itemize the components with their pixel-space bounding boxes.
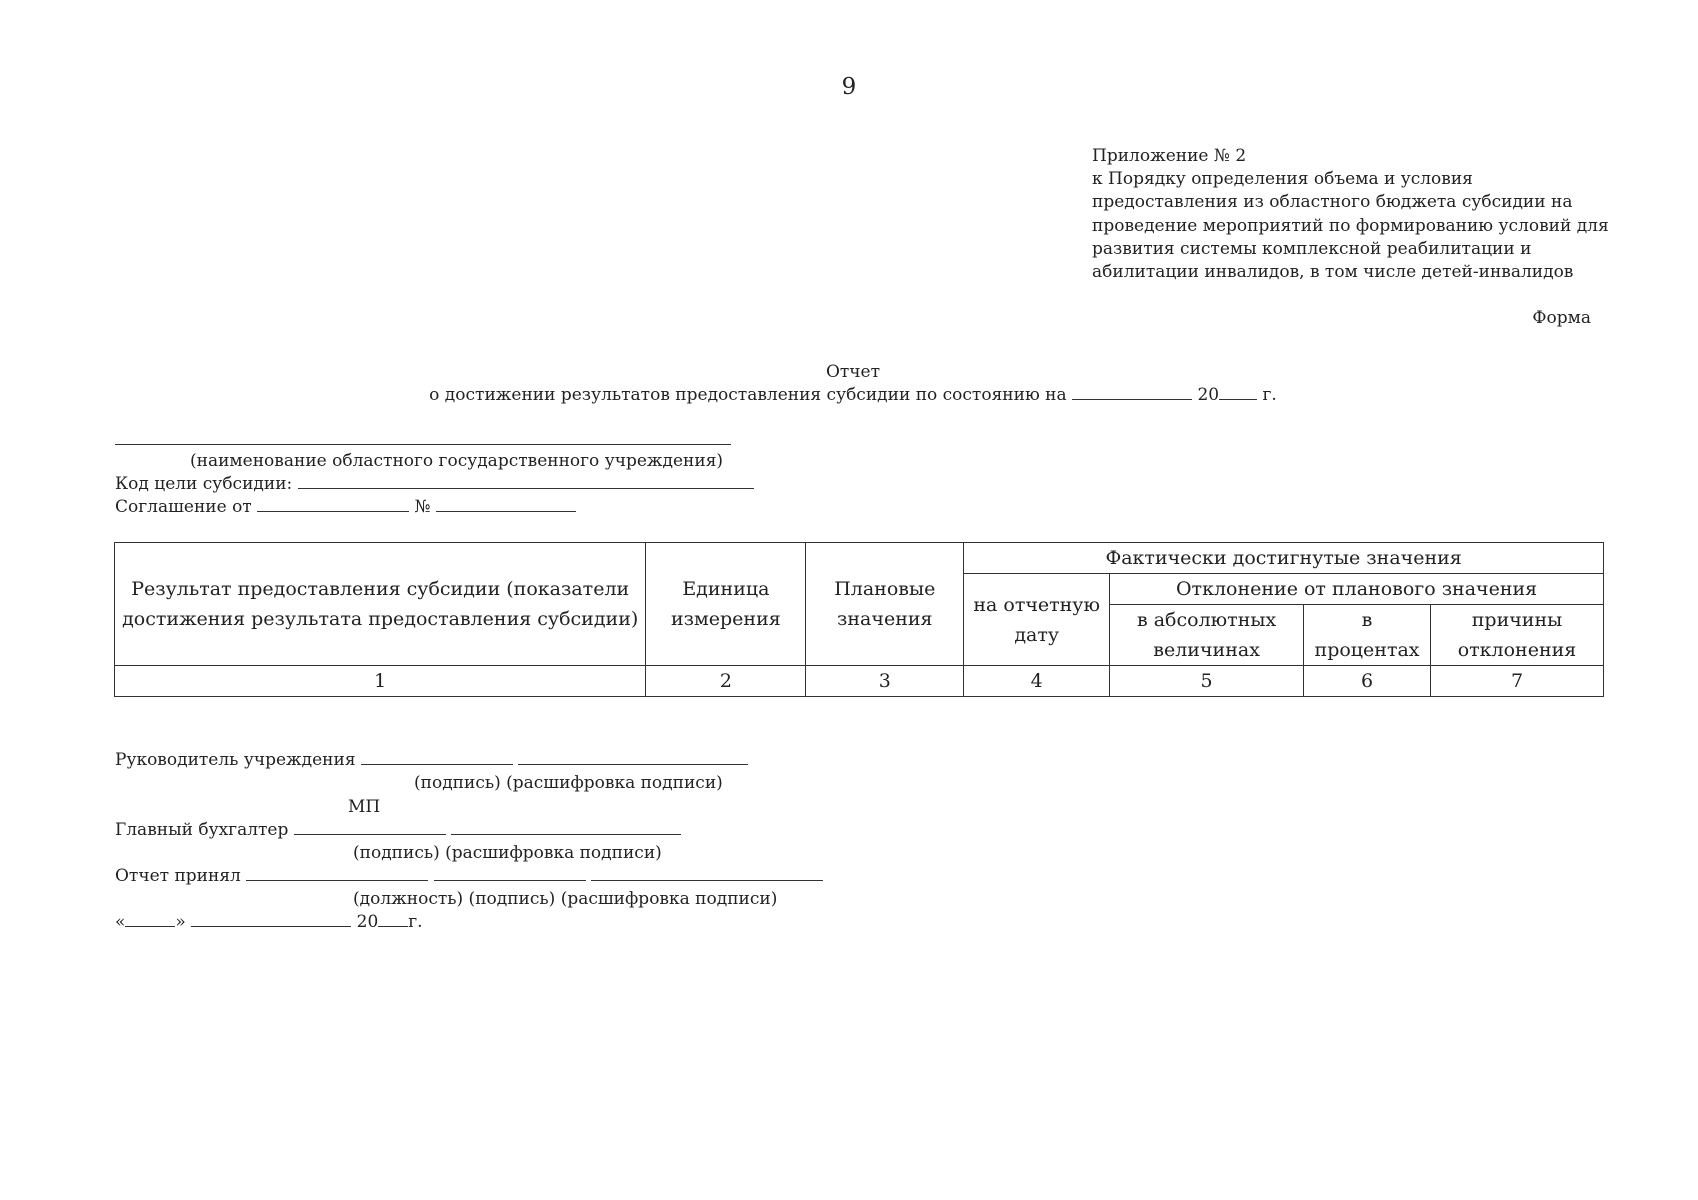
agreement-label: Соглашение от bbox=[115, 497, 252, 517]
report-year-suffix: г. bbox=[1262, 385, 1277, 405]
appendix-line: предоставления из областного бюджета субсидии на bbox=[1092, 192, 1573, 213]
seal-mark: МП bbox=[348, 797, 381, 817]
accepted-name-blank[interactable] bbox=[591, 866, 823, 881]
header-absolute: в абсолютных величинах bbox=[1110, 605, 1304, 666]
report-year: 20 bbox=[1197, 385, 1220, 405]
report-subtitle bbox=[0, 385, 1698, 405]
header-deviation-group: Отклонение от планового значения bbox=[1110, 574, 1604, 605]
goal-code-label: Код цели субсидии: bbox=[115, 474, 293, 494]
accountant-name-blank[interactable] bbox=[451, 820, 681, 835]
year-blank[interactable] bbox=[1219, 385, 1257, 400]
accepted-position-blank[interactable] bbox=[246, 866, 428, 881]
page-number: 9 bbox=[841, 74, 857, 100]
agreement-number-blank[interactable] bbox=[436, 497, 576, 512]
date-blank[interactable] bbox=[1072, 385, 1192, 400]
header-result: Результат предоставления субсидии (показатели достижения результата предоставления субсидии) bbox=[115, 543, 646, 666]
institution-field bbox=[115, 430, 731, 450]
goal-code-field bbox=[115, 474, 754, 494]
appendix-line: развития системы комплексной реабилитации и bbox=[1092, 238, 1532, 259]
accepted-caption: (должность) (подпись) (расшифровка подписи) bbox=[353, 889, 778, 909]
column-number: 2 bbox=[646, 666, 806, 697]
header-planned: Плановые значения bbox=[806, 543, 964, 666]
institution-caption: (наименование областного государственного учреждения) bbox=[190, 451, 724, 471]
accountant-label: Главный бухгалтер bbox=[115, 820, 289, 840]
column-number: 1 bbox=[115, 666, 646, 697]
date-open-quote: « bbox=[115, 912, 126, 932]
header-reporting-date: на отчетную дату bbox=[964, 574, 1110, 666]
head-signature-blank[interactable] bbox=[361, 750, 513, 765]
number-sign: № bbox=[414, 497, 431, 517]
report-table bbox=[114, 542, 1604, 697]
header-reasons: причины отклонения bbox=[1431, 605, 1604, 666]
accepted-label: Отчет принял bbox=[115, 866, 241, 886]
appendix-block bbox=[1092, 145, 1612, 284]
appendix-line: абилитации инвалидов, в том числе детей-инвалидов bbox=[1092, 262, 1574, 283]
column-number: 4 bbox=[964, 666, 1110, 697]
agreement-field bbox=[115, 497, 576, 517]
accepted-signature-row bbox=[115, 866, 823, 886]
date-suffix: г. bbox=[408, 912, 423, 932]
accepted-signature-blank[interactable] bbox=[434, 866, 586, 881]
head-name-blank[interactable] bbox=[518, 750, 748, 765]
goal-code-blank[interactable] bbox=[298, 474, 754, 489]
accountant-caption: (подпись) (расшифровка подписи) bbox=[353, 843, 662, 863]
appendix-title: Приложение № 2 bbox=[1092, 146, 1247, 166]
date-close-quote: » bbox=[175, 912, 186, 932]
header-unit: Единица измерения bbox=[646, 543, 806, 666]
head-signature-row bbox=[115, 750, 748, 770]
appendix-line: проведение мероприятий по формированию условий для bbox=[1092, 215, 1609, 236]
header-actual-group: Фактически достигнутые значения bbox=[964, 543, 1604, 574]
head-label: Руководитель учреждения bbox=[115, 750, 356, 770]
date-year: 20 bbox=[356, 912, 379, 932]
date-row bbox=[115, 912, 423, 932]
agreement-date-blank[interactable] bbox=[257, 497, 409, 512]
report-subtitle-text: о достижении результатов предоставления субсидии по состоянию на bbox=[429, 385, 1067, 405]
accountant-signature-blank[interactable] bbox=[294, 820, 446, 835]
column-number: 7 bbox=[1431, 666, 1604, 697]
report-title: Отчет bbox=[825, 362, 881, 382]
appendix-line: к Порядку определения объема и условия bbox=[1092, 169, 1473, 190]
accountant-signature-row bbox=[115, 820, 681, 840]
column-number: 3 bbox=[806, 666, 964, 697]
header-percent: в процентах bbox=[1304, 605, 1431, 666]
month-blank[interactable] bbox=[191, 912, 351, 927]
day-blank[interactable] bbox=[125, 912, 175, 927]
date-year-blank[interactable] bbox=[378, 912, 408, 927]
column-number: 6 bbox=[1304, 666, 1431, 697]
form-label: Форма bbox=[1532, 308, 1591, 328]
column-number: 5 bbox=[1110, 666, 1304, 697]
institution-blank[interactable] bbox=[115, 430, 731, 445]
head-caption: (подпись) (расшифровка подписи) bbox=[414, 773, 723, 793]
